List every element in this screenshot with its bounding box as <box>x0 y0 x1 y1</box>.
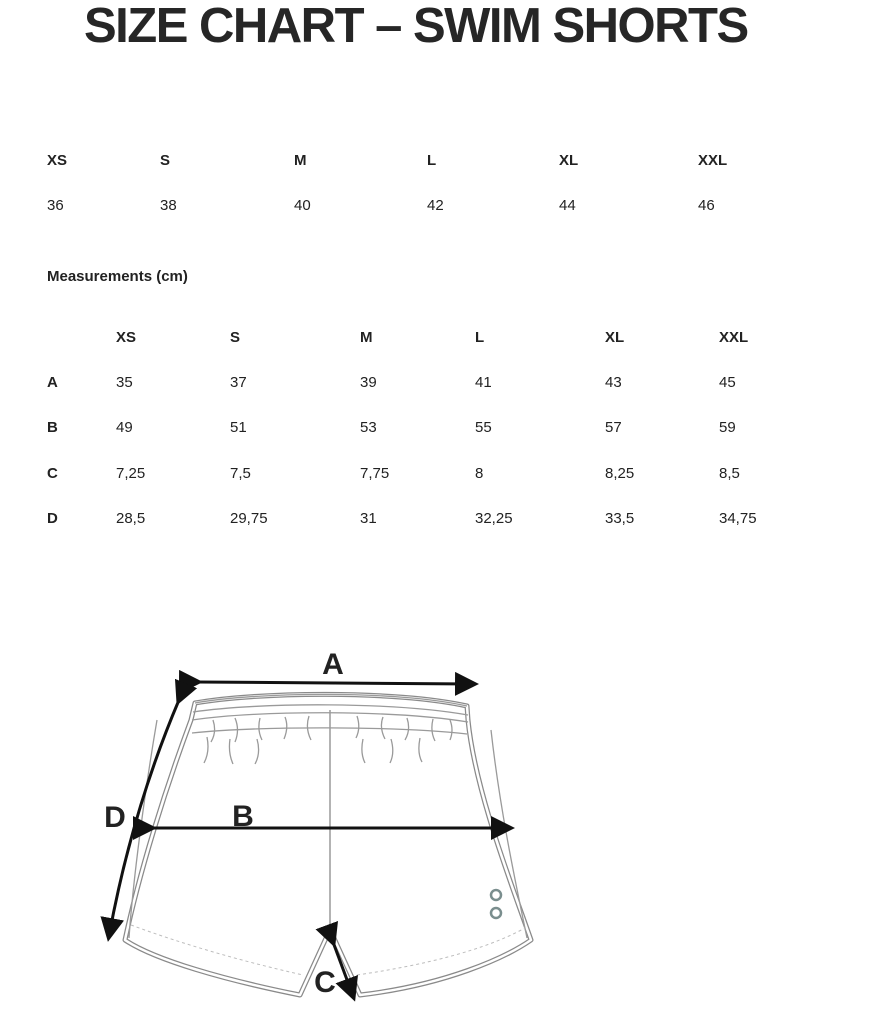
size-header-xxl: XXL <box>698 152 728 169</box>
table-cell: 43 <box>605 374 622 391</box>
size-header-s: S <box>160 152 171 169</box>
row-label-b: B <box>47 419 58 436</box>
table-cell: 55 <box>475 419 492 436</box>
table-cell: 59 <box>719 419 736 436</box>
size-value-s: 38 <box>160 197 177 214</box>
table-cell: 7,25 <box>116 465 146 482</box>
table-cell: 39 <box>360 374 377 391</box>
row-label-d: D <box>47 510 58 527</box>
size-value-xl: 44 <box>559 197 576 214</box>
row-label-a: A <box>47 374 58 391</box>
size-value-xxl: 46 <box>698 197 715 214</box>
arrow-a <box>197 682 473 684</box>
table-cell: 31 <box>360 510 377 527</box>
table-cell: 29,75 <box>230 510 268 527</box>
size-header-xl: XL <box>559 152 579 169</box>
table-cell: 8,5 <box>719 465 740 482</box>
left-hem-stitch <box>131 925 303 975</box>
meas-header-m: M <box>360 329 373 346</box>
table-cell: 49 <box>116 419 133 436</box>
meas-header-xxl: XXL <box>719 329 749 346</box>
table-cell: 35 <box>116 374 133 391</box>
meas-header-xl: XL <box>605 329 625 346</box>
table-cell: 7,75 <box>360 465 390 482</box>
right-hem-stitch <box>357 928 525 975</box>
table-cell: 51 <box>230 419 247 436</box>
row-label-c: C <box>47 465 58 482</box>
page-title: SIZE CHART – SWIM SHORTS <box>84 0 748 53</box>
swim-shorts-diagram <box>95 640 555 1010</box>
table-cell: 53 <box>360 419 377 436</box>
table-cell: 8 <box>475 465 484 482</box>
eyelet-icon <box>491 908 501 918</box>
table-cell: 34,75 <box>719 510 757 527</box>
meas-header-s: S <box>230 329 241 346</box>
size-header-l: L <box>427 152 437 169</box>
label-d: D <box>104 801 126 834</box>
table-cell: 41 <box>475 374 492 391</box>
table-cell: 7,5 <box>230 465 251 482</box>
table-cell: 32,25 <box>475 510 513 527</box>
eyelet-icon <box>491 890 501 900</box>
label-c: C <box>314 966 336 999</box>
size-header-m: M <box>294 152 307 169</box>
size-header-xs: XS <box>47 152 68 169</box>
label-b: B <box>232 800 254 833</box>
table-cell: 37 <box>230 374 247 391</box>
measurements-title: Measurements (cm) <box>47 268 188 285</box>
table-cell: 45 <box>719 374 736 391</box>
meas-header-xs: XS <box>116 329 137 346</box>
size-value-xs: 36 <box>47 197 64 214</box>
size-value-m: 40 <box>294 197 311 214</box>
table-cell: 57 <box>605 419 622 436</box>
label-a: A <box>322 648 344 681</box>
size-value-l: 42 <box>427 197 444 214</box>
table-cell: 33,5 <box>605 510 635 527</box>
table-cell: 28,5 <box>116 510 146 527</box>
table-cell: 8,25 <box>605 465 635 482</box>
meas-header-l: L <box>475 329 485 346</box>
